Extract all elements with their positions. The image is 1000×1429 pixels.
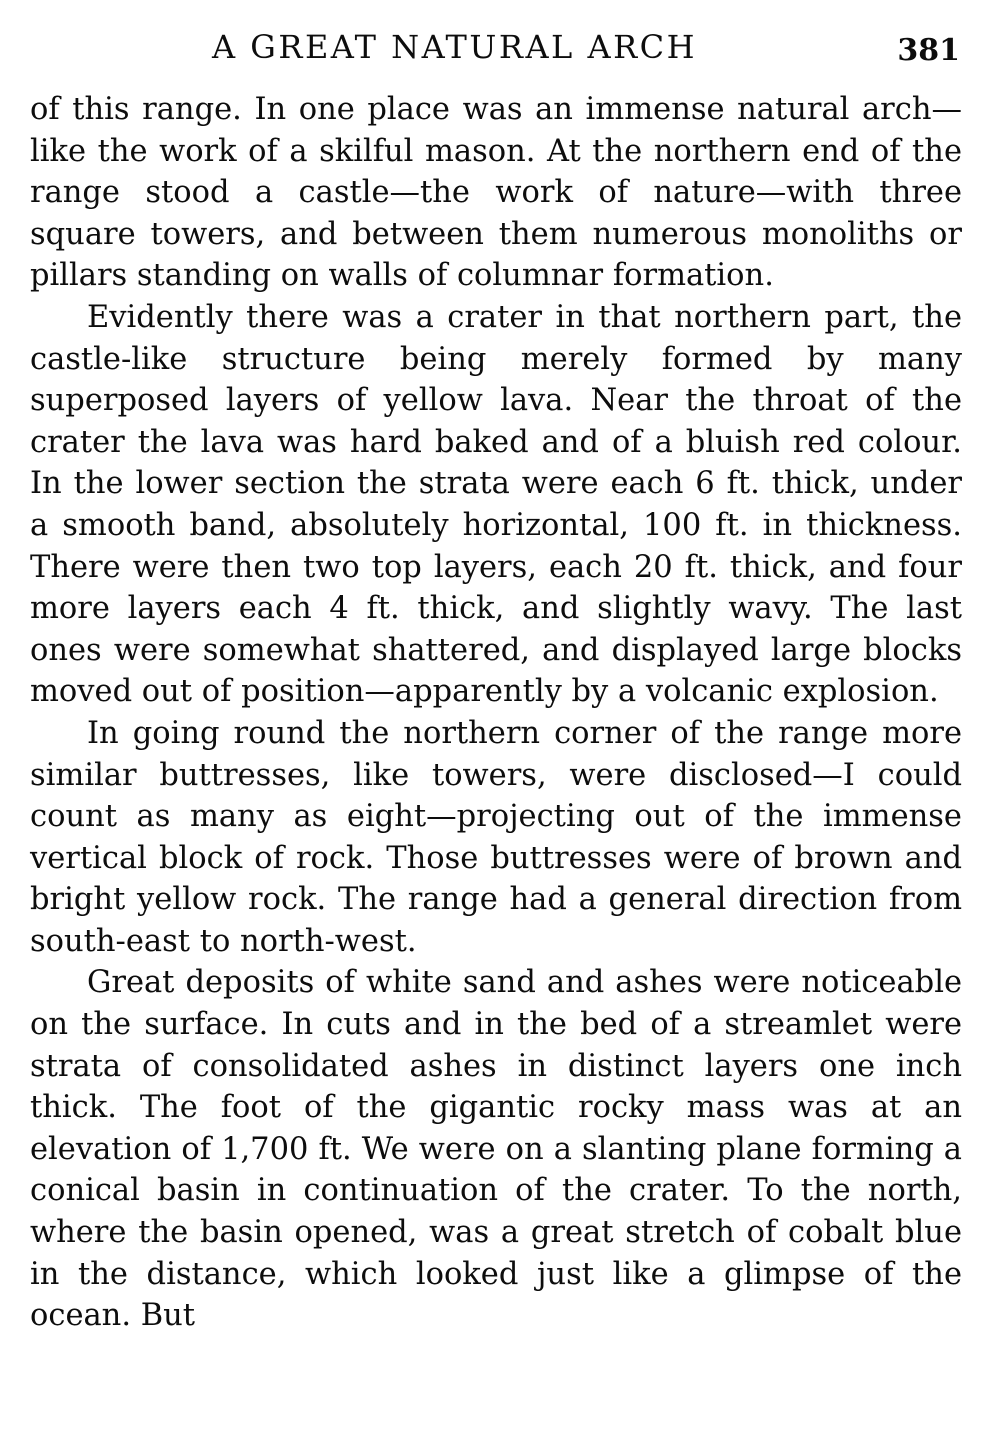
book-page <box>30 22 962 1337</box>
running-title: A GREAT NATURAL ARCH <box>212 28 698 66</box>
body-text <box>30 89 962 1337</box>
paragraph: Evidently there was a crater in that northern part, the castle-like structure being merely formed by many superposed layers of yellow lava. Near the throat of the crater the lava was hard baked and of a bluish red colour. In the lower section the strata were each 6 ft. thick, under a smooth band, absolutely horizontal, 100 ft. in thickness. There were then two top layers, each 20 ft. thick, and four more layers each 4 ft. thick, and slightly wavy. The last ones were somewhat shattered, and displayed large blocks moved out of position—apparently by a volcanic explosion. <box>30 299 962 710</box>
running-head <box>30 22 962 72</box>
paragraph-continued: of this range. In one place was an immense natural arch—like the work of a skilful mason. At the northern end of the range stood a castle—the work of nature—with three square towers, and between them numerous monoliths or pillars standing on walls of columnar formation. <box>30 92 962 294</box>
paragraph: In going round the northern corner of the range more similar buttresses, like towers, were disclosed—I could count as many as eight—projecting out of the immense vertical block of rock. Those buttresses were of brown and bright yellow rock. The range had a general direction from south-east to north-west. <box>30 715 962 959</box>
paragraph: Great deposits of white sand and ashes were noticeable on the surface. In cuts and in the bed of a streamlet were strata of consolidated ashes in distinct layers one inch thick. The foot of the gigantic rocky mass was at an elevation of 1,700 ft. We were on a slanting plane forming a conical basin in continuation of the crater. To the north, where the basin opened, was a great stretch of cobalt blue in the distance, which looked just like a glimpse of the ocean. But <box>30 965 962 1334</box>
page-number: 381 <box>897 33 960 68</box>
